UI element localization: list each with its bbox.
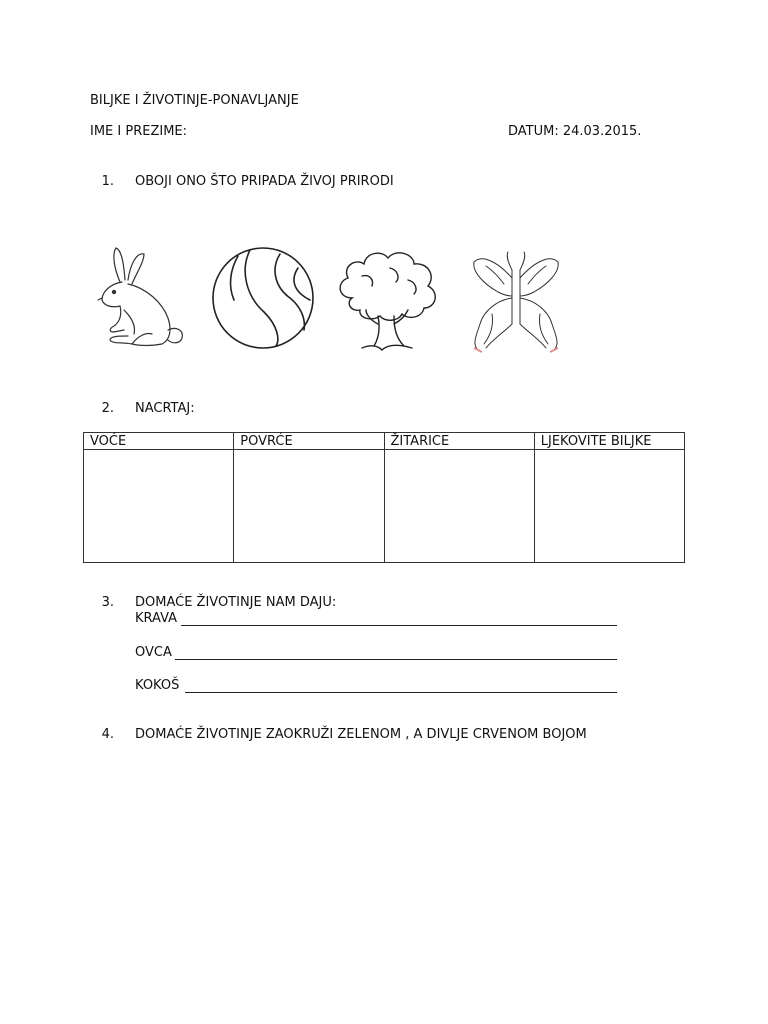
table-row	[84, 450, 685, 563]
drawing-table	[83, 432, 685, 563]
question-4-number: 4.	[101, 727, 114, 742]
drawing-cell-voce[interactable]	[84, 450, 234, 563]
worksheet-title: BILJKE I ŽIVOTINJE-PONAVLJANJE	[90, 93, 299, 108]
header-voce: VOĆE	[84, 433, 234, 450]
question-2-text: NACRTAJ:	[135, 401, 195, 416]
header-zitarice: ŽITARICE	[384, 433, 534, 450]
table-header-row	[84, 433, 685, 450]
question-2-number: 2.	[101, 401, 114, 416]
drawing-cell-zitarice[interactable]	[384, 450, 534, 563]
question-4-text: DOMAĆE ŽIVOTINJE ZAOKRUŽI ZELENOM , A DIVLJE CRVENOM BOJOM	[135, 727, 587, 742]
date-label: DATUM: 24.03.2015.	[508, 124, 642, 139]
picture-row	[92, 240, 572, 358]
question-2	[90, 401, 690, 419]
answer-blank-kokos[interactable]	[185, 692, 617, 693]
question-4	[90, 727, 690, 745]
name-label: IME I PREZIME:	[90, 124, 187, 139]
rabbit-icon	[92, 240, 198, 358]
answer-label-ovca: OVCA	[135, 645, 172, 660]
answer-line-krava	[135, 611, 617, 629]
question-1-number: 1.	[101, 174, 114, 189]
ball-icon	[210, 240, 316, 358]
answer-blank-krava[interactable]	[181, 625, 617, 626]
question-1	[90, 174, 690, 192]
answer-blank-ovca[interactable]	[175, 659, 617, 660]
question-3-number: 3.	[101, 595, 114, 610]
drawing-cell-povrce[interactable]	[234, 450, 384, 563]
header-ljekovite-biljke: LJEKOVITE BILJKE	[534, 433, 684, 450]
drawing-cell-ljekovite-biljke[interactable]	[534, 450, 684, 563]
answer-line-ovca	[135, 645, 617, 663]
header-povrce: POVRĆE	[234, 433, 384, 450]
answer-label-krava: KRAVA	[135, 611, 178, 626]
answer-label-kokos: KOKOŠ	[135, 678, 180, 693]
question-3-text: DOMAĆE ŽIVOTINJE NAM DAJU:	[135, 595, 337, 610]
question-1-text: OBOJI ONO ŠTO PRIPADA ŽIVOJ PRIRODI	[135, 174, 394, 189]
tree-icon	[332, 240, 444, 358]
answer-line-kokos	[135, 678, 617, 696]
butterfly-icon	[462, 240, 572, 358]
